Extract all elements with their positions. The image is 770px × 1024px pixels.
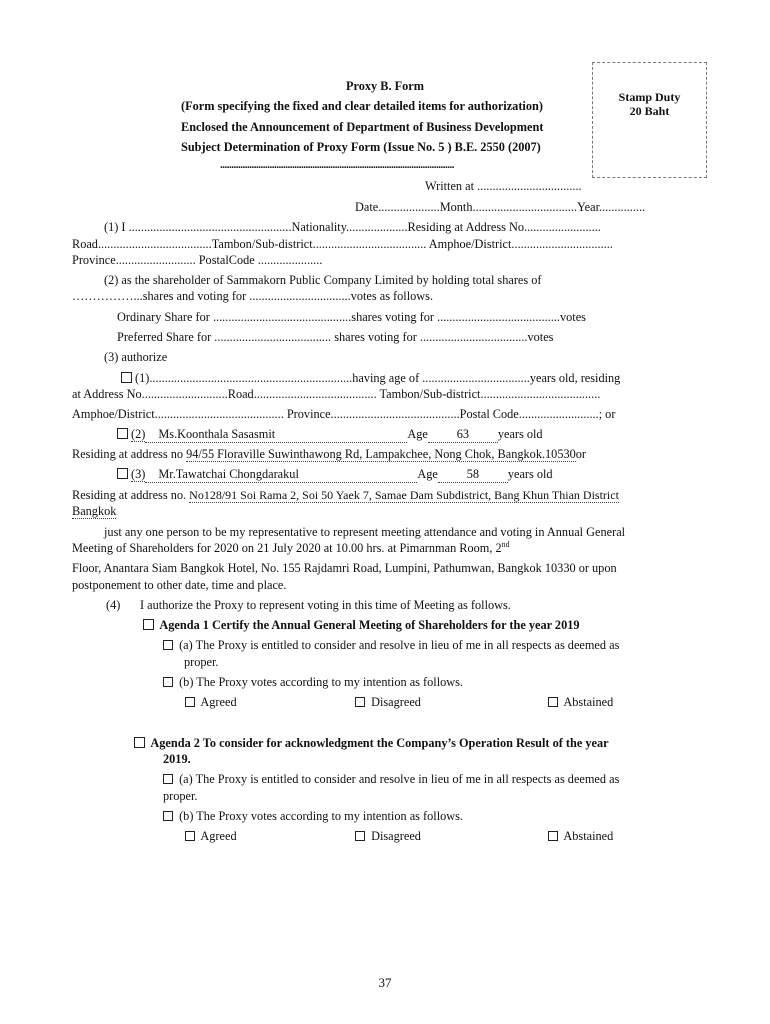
rep-text-line-4: postponement to other date, time and place. (72, 578, 287, 592)
agenda-2-disagreed-label: Disagreed (371, 829, 421, 843)
proxy-2-years-old: years old (497, 427, 543, 441)
date-line: Date....................Month..................................Year............... (355, 200, 646, 214)
agenda-1-title-line (143, 618, 580, 633)
section-3-heading: (3) authorize (104, 350, 168, 364)
agenda-2-checkbox[interactable] (134, 737, 145, 748)
agenda-2-agreed-option (185, 829, 237, 844)
written-at: Written at .................................. (425, 179, 582, 193)
agenda-1-title: Agenda 1 Certify the Annual General Meeting of Shareholders for the year 2019 (159, 618, 580, 632)
agenda-1-option-a: (a) The Proxy is entitled to consider and resolve in lieu of me in all respects as deemed as (179, 638, 620, 652)
agenda-2-option-b: (b) The Proxy votes according to my intention as follows. (179, 809, 463, 823)
agenda-1-agreed-label: Agreed (200, 695, 237, 709)
section-4-text: I authorize the Proxy to represent voting in this time of Meeting as follows. (140, 598, 511, 612)
agenda-1-abstained-label: Abstained (563, 695, 614, 709)
proxy-2-line (117, 427, 543, 443)
proxy-1-line-1 (121, 371, 620, 386)
proxy-3-address-label: Residing at address no. (72, 488, 187, 502)
agenda-1-option-a-line (163, 638, 619, 653)
proxy-1-line-2: at Address No............................Road........................................ Tambon/Sub-district....................................... (72, 387, 601, 401)
proxy-1-line-3: Amphoe/District.......................................... Province..........................................Postal Code..........................; or (72, 407, 616, 421)
agenda-2-abstained-label: Abstained (563, 829, 614, 843)
section-2-line-1: (2) as the shareholder of Sammakorn Public Company Limited by holding total shares of (104, 273, 542, 287)
agenda-1-abstained-checkbox[interactable] (548, 697, 558, 707)
proxy-2-address-line (72, 447, 586, 462)
proxy-3-address-city: Bangkok (72, 504, 117, 518)
agenda-1-agreed-option (185, 695, 237, 710)
agenda-2-title-cont: 2019. (163, 752, 191, 766)
agenda-2-agreed-checkbox[interactable] (185, 831, 195, 841)
page-number: 37 (378, 975, 392, 990)
proxy-3-address: No128/91 Soi Rama 2, Soi 50 Yaek 7, Samae Dam Subdistrict, Bang Khun Thian District (189, 488, 619, 502)
proxy-3-address-line (72, 488, 619, 503)
proxy-2-age: 63 (428, 427, 498, 443)
proxy-2-num: (2) (131, 427, 146, 441)
proxy-2-checkbox[interactable] (117, 428, 128, 439)
subject-line: Subject Determination of Proxy Form (Issue No. 5 ) B.E. 2550 (2007) (181, 140, 541, 154)
proxy-3-years-old: years old (507, 467, 553, 481)
proxy-2-or: or (575, 447, 587, 461)
announcement-line: Enclosed the Announcement of Department of Business Development (181, 120, 544, 134)
proxy-3-age-label: Age (417, 467, 438, 481)
section-1-line-1: (1) I .....................................................Nationality....................Residing at Address No......................... (104, 220, 601, 234)
agenda-1-option-b-checkbox[interactable] (163, 677, 173, 687)
agenda-2-title-line (134, 736, 609, 751)
agenda-1-option-b: (b) The Proxy votes according to my intention as follows. (179, 675, 463, 689)
agenda-1-disagreed-checkbox[interactable] (355, 697, 365, 707)
agenda-1-disagreed-label: Disagreed (371, 695, 421, 709)
agenda-1-abstained-option (548, 695, 613, 710)
agenda-1-option-b-line (163, 675, 463, 690)
proxy-3-name: Mr.Tawatchai Chongdarakul (145, 467, 417, 483)
agenda-1-checkbox[interactable] (143, 619, 154, 630)
header-dots: ........................................................................................................ (220, 159, 454, 171)
proxy-3-age: 58 (438, 467, 508, 483)
agenda-1-option-a-checkbox[interactable] (163, 640, 173, 650)
agenda-2-abstained-checkbox[interactable] (548, 831, 558, 841)
proxy-2-address-label: Residing at address no (72, 447, 183, 461)
proxy-3-line (117, 467, 553, 483)
agenda-2-option-a: (a) The Proxy is entitled to consider and resolve in lieu of me in all respects as deemed as (179, 772, 620, 786)
section-4-num: (4) (106, 598, 121, 612)
section-1-line-3: Province.......................... PostalCode ..................... (72, 253, 323, 267)
agenda-2-option-a-checkbox[interactable] (163, 774, 173, 784)
proxy-3-num: (3) (131, 467, 146, 481)
form-title: Proxy B. Form (346, 79, 424, 93)
agenda-2-option-a-line (163, 772, 619, 787)
proxy-2-age-label: Age (407, 427, 428, 441)
rep-text-line-1: just any one person to be my representative to represent meeting attendance and voting in Annual General (104, 525, 626, 539)
rep-text-line-3: Floor, Anantara Siam Bangkok Hotel, No. 155 Rajdamri Road, Lumpini, Pathumwan, Bangkok 10330 or upon (72, 561, 617, 575)
agenda-2-title: Agenda 2 To consider for acknowledgment the Company’s Operation Result of the year (150, 736, 609, 750)
agenda-2-abstained-option (548, 829, 613, 844)
section-1-line-2: Road.....................................Tambon/Sub-district..................................... Amphoe/District................................. (72, 237, 613, 251)
agenda-1-option-a-cont: proper. (184, 655, 219, 669)
agenda-2-disagreed-checkbox[interactable] (355, 831, 365, 841)
agenda-2-option-a-cont: proper. (163, 789, 198, 803)
agenda-1-agreed-checkbox[interactable] (185, 697, 195, 707)
proxy-3-address-line-2 (72, 504, 116, 519)
agenda-2-option-b-checkbox[interactable] (163, 811, 173, 821)
agenda-1-disagreed-option (355, 695, 421, 710)
preferred-share-line: Preferred Share for ...................................... shares voting for ...................................votes (117, 330, 554, 344)
rep-text-line-2 (72, 541, 510, 556)
agenda-2-option-b-line (163, 809, 463, 824)
form-subtitle: (Form specifying the fixed and clear detailed items for authorization) (181, 99, 543, 113)
ordinary-share-line: Ordinary Share for .............................................shares voting for ........................................votes (117, 310, 586, 324)
section-2-line-2: ……………...shares and voting for .................................votes as follows. (72, 289, 434, 303)
rep-text-line-2-body: Meeting of Shareholders for 2020 on 21 July 2020 at 10.00 hrs. at Pimarnman Room, 2 (72, 541, 502, 555)
proxy-1-text: (1)..................................................................having age of ...................................years old, residing (135, 371, 621, 385)
agenda-2-agreed-label: Agreed (200, 829, 237, 843)
proxy-2-address: 94/55 Floraville Suwinthawong Rd, Lampakchee, Nong Chok, Bangkok.10530 (186, 447, 576, 461)
stamp-duty-amount: 20 Baht (629, 104, 670, 118)
proxy-3-checkbox[interactable] (117, 468, 128, 479)
proxy-2-name: Ms.Koonthala Sasasmit (145, 427, 407, 443)
rep-text-superscript: nd (501, 539, 510, 549)
stamp-duty-label: Stamp Duty (618, 90, 681, 104)
proxy-1-checkbox[interactable] (121, 372, 132, 383)
agenda-2-disagreed-option (355, 829, 421, 844)
